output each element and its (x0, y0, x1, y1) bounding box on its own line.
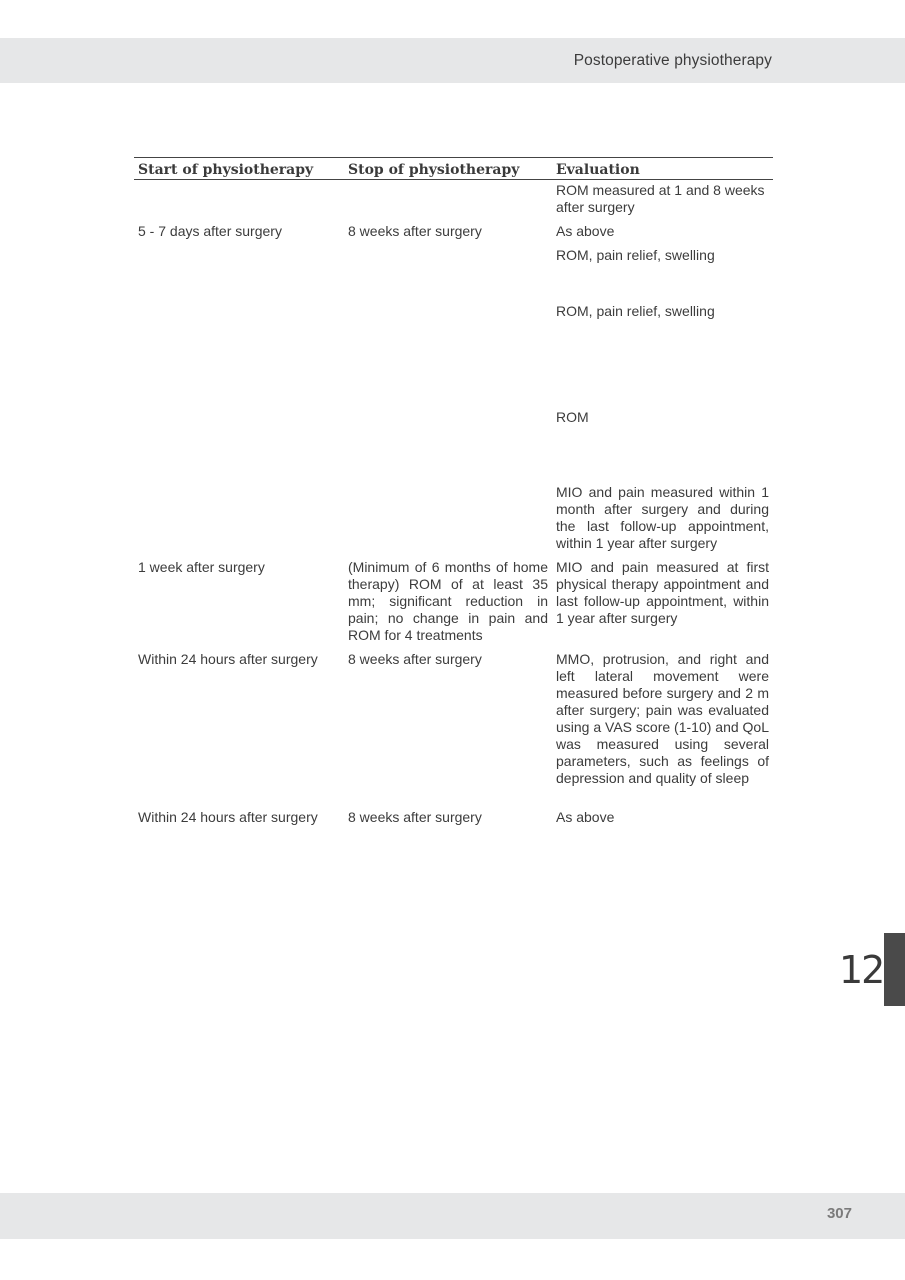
cell-start: Within 24 hours after surgery (138, 809, 318, 825)
cell-stop (344, 180, 552, 222)
table-row (134, 557, 773, 649)
cell-start (134, 482, 344, 557)
cell-start: Within 24 hours after surgery (138, 651, 318, 667)
table-header-row (134, 158, 773, 180)
cell-evaluation: MMO, protrusion, and right and left lateral movement were measured before surgery and 2 m after surgery; pain was evaluated using a VAS score (1-10) and QoL was measured using several parameters, such as feelings of depression and quality of sleep (556, 651, 769, 786)
cell-start (134, 180, 344, 222)
cell-evaluation: ROM (556, 409, 589, 425)
chapter-number: 12 (839, 948, 884, 992)
chapter-tab-marker (884, 933, 905, 1006)
cell-stop (344, 482, 552, 557)
table-row (134, 482, 773, 557)
cell-stop: 8 weeks after surgery (348, 809, 482, 825)
cell-evaluation: MIO and pain measured within 1 month after surgery and during the last follow-up appointment, within 1 year after surgery (556, 484, 769, 551)
cell-stop (344, 407, 552, 482)
physiotherapy-table (134, 157, 773, 831)
table-row (134, 245, 773, 301)
cell-evaluation: As above (556, 809, 615, 825)
table-row (134, 807, 773, 831)
column-header-evaluation: Evaluation (552, 158, 773, 180)
column-header-stop: Stop of physiotherapy (344, 158, 552, 180)
cell-start (134, 301, 344, 407)
table-row (134, 301, 773, 407)
cell-stop: (Minimum of 6 months of home therapy) ROM of at least 35 mm; significant reduction in pain; no change in pain and ROM for 4 treatments (348, 559, 548, 643)
running-title: Postoperative physiotherapy (573, 52, 772, 69)
table-row (134, 221, 773, 245)
cell-start: 5 - 7 days after surgery (138, 223, 282, 239)
cell-stop: 8 weeks after surgery (348, 223, 482, 239)
table-row (134, 407, 773, 482)
cell-evaluation: ROM measured at 1 and 8 weeks after surgery (556, 182, 765, 215)
cell-evaluation: ROM, pain relief, swelling (556, 303, 715, 319)
cell-evaluation: MIO and pain measured at first physical therapy appointment and last follow-up appointment, within 1 year after surgery (556, 559, 769, 626)
cell-stop (344, 245, 552, 301)
column-header-start: Start of physiotherapy (134, 158, 344, 180)
cell-start: 1 week after surgery (138, 559, 265, 575)
table-row (134, 180, 773, 222)
page-number: 307 (826, 1205, 852, 1222)
cell-evaluation: As above (556, 223, 615, 239)
cell-start (134, 245, 344, 301)
cell-evaluation: ROM, pain relief, swelling (556, 247, 715, 263)
cell-stop (344, 301, 552, 407)
footer-band (0, 1193, 905, 1239)
table-row (134, 649, 773, 807)
cell-start (134, 407, 344, 482)
cell-stop: 8 weeks after surgery (348, 651, 482, 667)
